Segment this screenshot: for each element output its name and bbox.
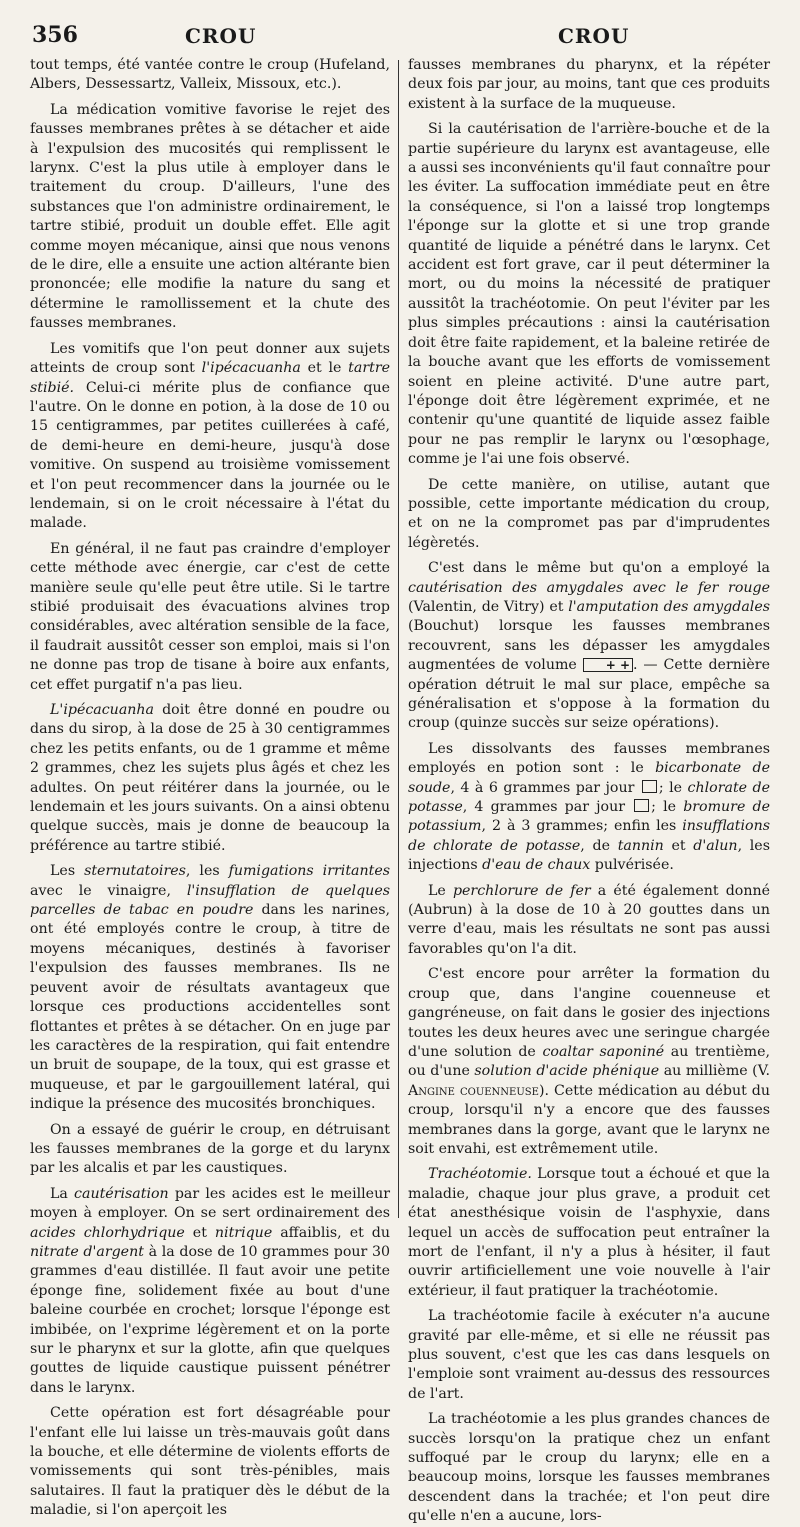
text-run: fausses membranes du pharynx, et la répéter deux fois par jour, au moins, tant que ces produits existent à la surface de la muqueuse.	[408, 57, 770, 112]
paragraph	[30, 1404, 390, 1520]
paragraph	[30, 101, 390, 334]
text-run: Les vomitifs que l'on peut donner aux sujets atteints de croup sont	[30, 340, 390, 377]
italic-text: L'ipécacuanha	[50, 702, 155, 718]
italic-text: tannin	[617, 837, 664, 854]
paragraph	[408, 1307, 770, 1404]
italic-text: tartre stibié.	[30, 360, 390, 396]
text-run: (Bouchut) lorsque les fausses membranes recouvrent, sans les dépasser les amygdales augmentées de volume	[408, 618, 770, 674]
text-run: au millième (V.	[659, 1063, 770, 1080]
text-run: C'est encore pour arrêter la formation du croup que, dans l'angine couenneuse et gangréneuse, on fait dans le gosier des injections toutes les deux heures avec une seringue chargée d'une solution de	[408, 966, 770, 1060]
text-run: affaiblis, et du	[272, 1224, 390, 1241]
text-run: avec le vinaigre,	[30, 882, 187, 899]
text-run: et le	[300, 360, 349, 377]
text-run: Le	[428, 882, 453, 899]
italic-text: l'insufflation de quelques parcelles de tabac en poudre	[30, 882, 390, 919]
text-run: par les acides est le meilleur moyen à employer. On se sert ordinairement des	[30, 1185, 390, 1222]
text-run: a été également donné (Aubrun) à la dose de 10 à 20 gouttes dans un verre d'eau, mais les résultats ne sont pas aussi favorables qu'on l'a dit.	[408, 882, 770, 957]
text-run: , 4 grammes par jour	[462, 799, 633, 816]
empty-square-symbol-icon	[634, 799, 649, 812]
paragraph	[408, 1410, 770, 1526]
text-run: La trachéotomie facile à exécuter n'a aucune gravité par elle-même, et si elle ne réussit pas plus souvent, c'est que les cas dans lesquels on l'emploie sont vraiment au-dessus des ressources de l'art.	[408, 1308, 770, 1402]
text-run: , de	[580, 837, 618, 854]
italic-text: chlorate de potasse	[408, 779, 770, 816]
text-run: pulvérisée.	[590, 857, 674, 874]
text-run: Les	[50, 863, 85, 880]
right-column	[408, 56, 770, 1525]
italic-text: d'eau de chaux	[482, 857, 591, 874]
italic-text: l'ipécacuanha	[201, 360, 301, 377]
paragraph	[408, 740, 770, 876]
text-run: à la dose de 10 grammes pour 30 grammes d'eau distillée. Il faut avoir une petite éponge fine, solidement fixée au bout d'une baleine courbée en crochet; lorsque l'éponge est imbibée, on l'exprime légèrement et on la porte sur le pharynx et sur la glotte, afin que quelques gouttes de liquide caustique puissent pénétrer dans le larynx.	[30, 1243, 390, 1396]
text-run: (Valentin, de Vitry) et	[408, 598, 569, 615]
italic-text: solution d'acide phénique	[474, 1063, 660, 1080]
page-header	[0, 22, 800, 52]
italic-text: sternutatoires	[84, 863, 186, 880]
text-run: Celui-ci mérite plus de confiance que l'autre. On le donne en potion, à la dose de 10 ou 15 centigrammes, par petites cuillerées à café, de demi-heure en demi-heure, jusqu'à dose vomitive. On suspend au troisième vomissement et l'on peut recommencer dans la journée ou le lendemain, si on le croit nécessaire à l'état du malade.	[30, 379, 390, 532]
text-run: Si la cautérisation de l'arrière-bouche et de la partie supérieure du larynx est avantageuse, elle a aussi ses inconvénients qu'il faut connaître pour les éviter. La suffocation immédiate peut en être la conséquence, si l'on a laissé trop longtemps l'éponge sur la glotte et si une trop grande quantité de liquide a pénétré dans le larynx. Cet accident est fort grave, car il peut déterminer la mort, ou du moins la nécessité de pratiquer aussitôt la trachéotomie. On peut l'éviter par les plus simples précautions : ainsi la cautérisation doit être faite rapidement, et la baleine retirée de la bouche avant que les efforts de vomissement soient en pleine activité. D'une autre part, l'éponge doit être légèrement exprimée, et ne contenir qu'une quantité de liquide assez faible pour ne pas remplir le larynx ou l'œsophage, comme je l'ai une fois observé.	[408, 121, 770, 468]
italic-text: fumigations irritantes	[228, 863, 390, 880]
text-run: Angine couenneuse	[408, 1082, 539, 1099]
paragraph	[30, 540, 390, 695]
text-run: tout temps, été vantée contre le croup (Hufeland, Albers, Dessessartz, Valleix, Missoux, etc.).	[30, 57, 390, 93]
italic-text: d'alun	[693, 837, 738, 854]
text-run: Les dissolvants des fausses membranes employés en potion sont : le	[408, 740, 770, 777]
text-run: , les	[185, 863, 229, 880]
italic-text: acides chlorhydrique	[30, 1224, 185, 1241]
text-run: , les injections	[408, 837, 770, 874]
text-run: . — Cette dernière opération détruit le mal sur place, empêche sa généralisation et s'oppose à la formation du croup (quinze succès sur seize opérations).	[408, 657, 770, 732]
running-head-left: CROU	[185, 24, 257, 48]
paragraph	[30, 862, 390, 1114]
paragraph	[30, 340, 390, 534]
text-run: La	[50, 1185, 75, 1202]
paragraph	[408, 56, 770, 114]
paragraph	[408, 120, 770, 469]
text-run: , 2 à 3 grammes; enfin les	[481, 818, 683, 835]
italic-text: bromure de potassium	[408, 799, 770, 835]
italic-text: l'amputation des amygdales	[568, 598, 770, 615]
italic-text: coaltar saponiné	[542, 1043, 665, 1060]
column-divider	[398, 60, 399, 1218]
paragraph	[408, 1165, 770, 1301]
left-column	[30, 56, 390, 1519]
paragraph	[30, 1121, 390, 1179]
italic-text: nitrate d'argent	[30, 1243, 144, 1260]
text-run: dans les narines, ont été employés contre le croup, à titre de moyens mécaniques, destinés à favoriser l'expulsion des fausses membranes. Ils ne peuvent avoir de résultats avantageux que lorsque ces productions accidentelles sont flottantes et prêtes à se détacher. On en juge par les caractères de la respiration, qui fait entendre un bruit de soupape, de la toux, qui est grasse et muqueuse, et par le gargouillement latéral, qui indique la présence des mucosités bronchiques.	[30, 902, 390, 1113]
italic-text: nitrique	[214, 1224, 273, 1241]
running-head-right: CROU	[558, 24, 630, 48]
paragraph	[408, 559, 770, 734]
double-plus-symbol-icon: + +	[583, 658, 633, 672]
text-run: C'est dans le même but qu'on a employé la	[428, 560, 770, 577]
paragraph	[408, 882, 770, 960]
italic-text: cautérisation des amygdales avec le fer rouge	[408, 579, 770, 596]
text-run: De cette manière, on utilise, autant que possible, cette importante médication du croup, et on ne la compromet pas par d'imprudentes légèretés.	[408, 476, 770, 551]
italic-text: perchlorure de fer	[452, 882, 591, 899]
text-run: et	[663, 837, 694, 854]
page-number: 356	[32, 22, 78, 48]
text-run: Cette opération est fort désagréable pour l'enfant elle lui laisse un très-mauvais goût dans la bouche, et elle détermine de violents efforts de vomissements qui sont très-pénibles, mais salutaires. Il faut la pratiquer dès le début de la maladie, si l'on aperçoit les	[30, 1405, 390, 1519]
text-run: doit être donné en poudre ou dans du sirop, à la dose de 25 à 30 centigrammes chez les petits enfants, ou de 1 gramme et même 2 grammes, chez les sujets plus âgés et chez les adultes. On peut réitérer dans la journée, ou le lendemain et les jours suivants. On a ainsi obtenu quelque succès, mais je donne de beaucoup la préférence au tartre stibié.	[30, 702, 390, 854]
text-run: , 4 à 6 grammes par jour	[450, 779, 640, 796]
paragraph	[408, 965, 770, 1159]
text-run: ). Cette médication au début du croup, lorsqu'il n'y a encore que des fausses membranes dans la gorge, avant que le larynx ne soit envahi, est extrêmement utile.	[408, 1082, 770, 1157]
italic-text: cautérisation	[74, 1185, 169, 1202]
text-run: On a essayé de guérir le croup, en détruisant les fausses membranes de la gorge et du larynx par les alcalis et par les caustiques.	[30, 1121, 390, 1177]
empty-square-symbol-icon	[642, 780, 657, 793]
italic-text: insufflations de chlorate de potasse	[408, 818, 770, 854]
text-run: au trentième, ou d'une	[408, 1043, 770, 1080]
text-run: Lorsque tout a échoué et que la maladie, chaque jour plus grave, a produit cet état anesthésique voisin de l'asphyxie, dans lequel un accès de suffocation peut entraîner la mort de l'enfant, il n'y a plus à hésiter, il faut ouvrir artificiellement une voie nouvelle à l'air extérieur, il faut pratiquer la trachéotomie.	[408, 1166, 770, 1299]
text-run: et	[184, 1224, 215, 1241]
text-run: La trachéotomie a les plus grandes chances de succès lorsqu'on la pratique chez un enfant suffoqué par le croup du larynx; elle en a beaucoup moins, lorsque les fausses membranes descendent dans la trachée; et l'on peut dire qu'elle n'en a aucune, lors-	[408, 1411, 770, 1525]
text-run: En général, il ne faut pas craindre d'employer cette méthode avec énergie, car c'est de cette manière seule qu'elle peut être utile. Si le tartre stibié produisait des évacuations alvines trop considérables, avec altération sensible de la face, il faudrait aussitôt cesser son emploi, mais si l'on ne donne pas trop de tisane à boire aux enfants, cet effet purgatif n'a pas lieu.	[30, 540, 390, 693]
italic-text: bicarbonate de soude	[408, 760, 770, 796]
paragraph	[408, 476, 770, 554]
paragraph	[30, 701, 390, 856]
text-run: ; le	[651, 799, 684, 816]
paragraph	[30, 1185, 390, 1398]
text-run: ; le	[658, 779, 688, 796]
paragraph	[30, 56, 390, 95]
text-run: La médication vomitive favorise le rejet des fausses membranes prêtes à se détacher et aide à l'expulsion des mucosités qui remplissent le larynx. C'est la plus utile à employer dans le traitement du croup. D'ailleurs, l'une des substances que l'on administre ordinairement, le tartre stibié, produit un double effet. Elle agit comme moyen mécanique, ainsi que nous venons de le dire, elle a ensuite une action altérante bien prononcée; elle modifie la nature du sang et détermine le ramollissement et la chute des fausses membranes.	[30, 101, 390, 332]
italic-text: Trachéotomie.	[428, 1166, 532, 1183]
